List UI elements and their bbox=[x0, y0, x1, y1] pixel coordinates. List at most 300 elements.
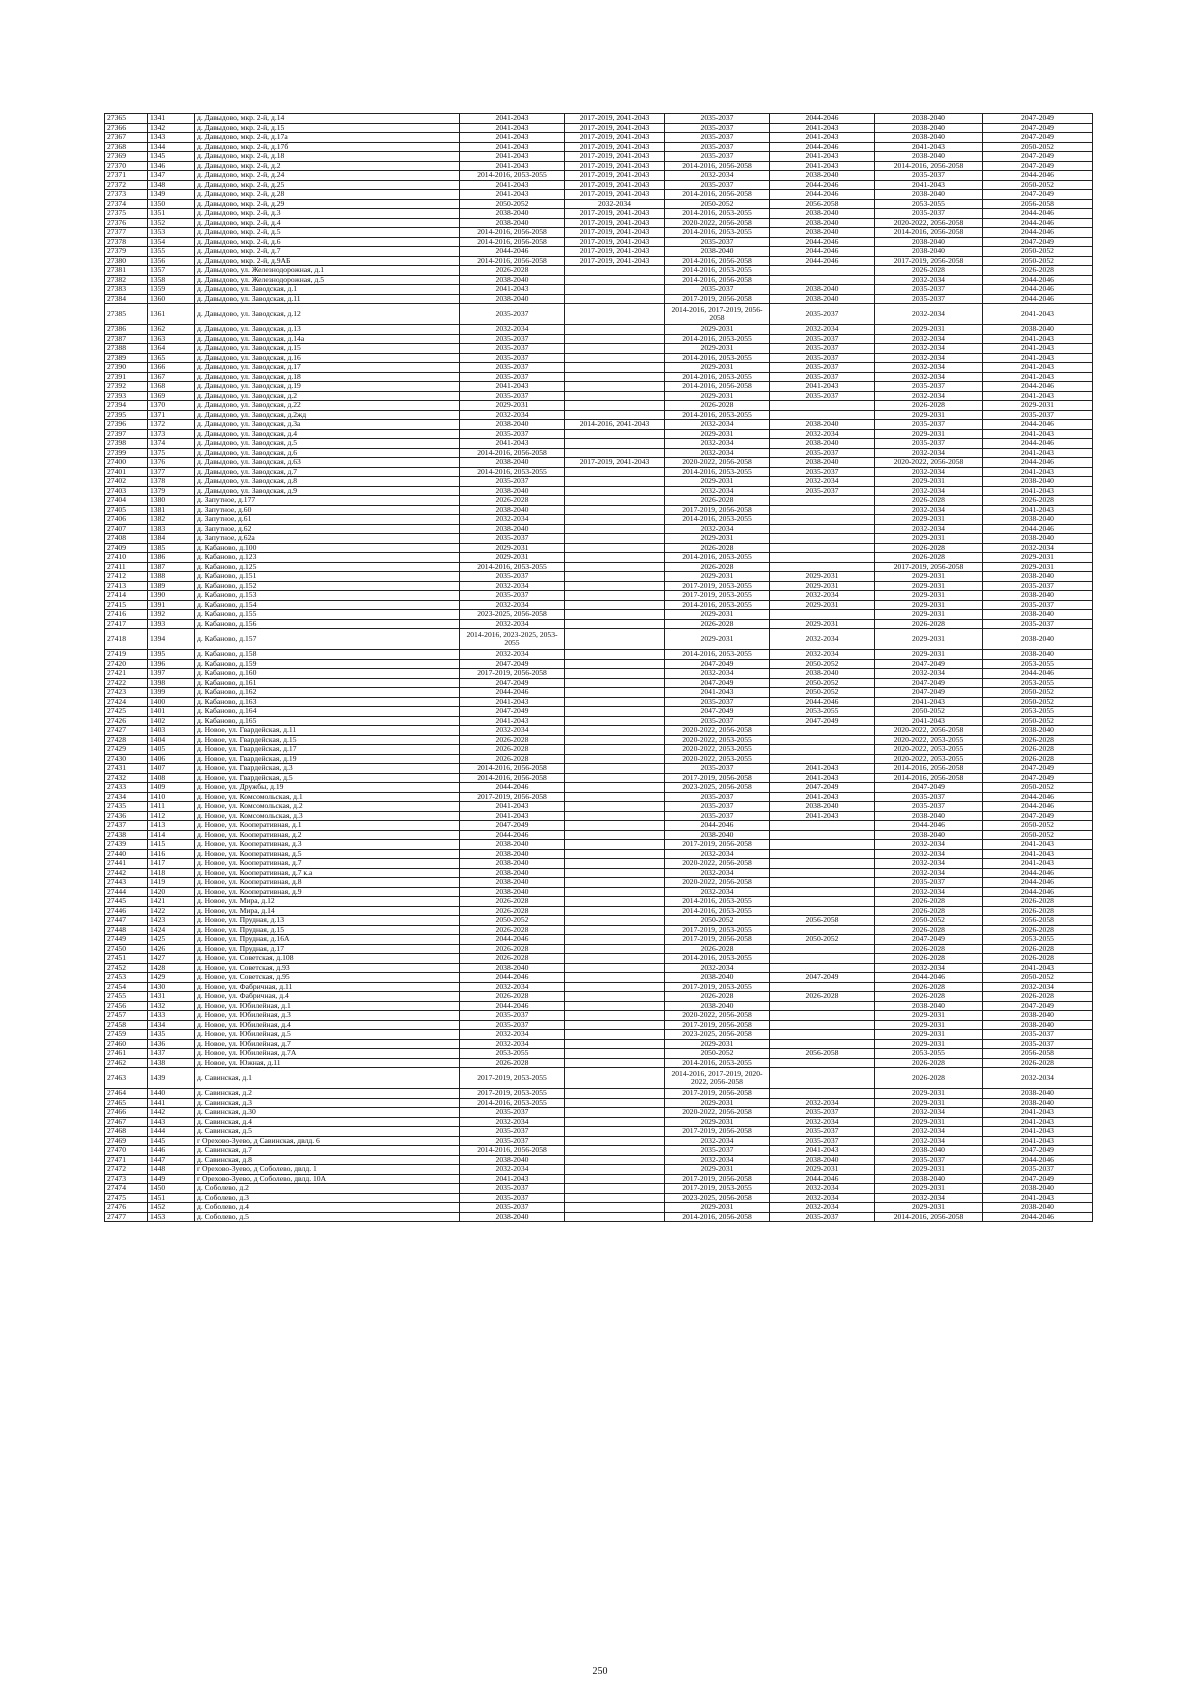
period-c-cell: 2038-2040 bbox=[665, 973, 770, 983]
record-id-cell: 27400 bbox=[105, 458, 148, 468]
address-cell: д. Давыдово, мкр. 2-й, д.17б bbox=[195, 142, 460, 152]
table-row bbox=[105, 334, 1093, 344]
record-id-cell: 27447 bbox=[105, 916, 148, 926]
period-c-cell: 2014-2016, 2053-2055 bbox=[665, 467, 770, 477]
record-id-cell: 27430 bbox=[105, 754, 148, 764]
period-f-cell: 2041-2043 bbox=[983, 840, 1093, 850]
period-d-cell: 2032-2034 bbox=[770, 1184, 875, 1194]
address-cell: д. Новое, ул. Гвардейская, д.5 bbox=[195, 773, 460, 783]
period-d-cell bbox=[770, 534, 875, 544]
address-cell: д. Кабаново, д.152 bbox=[195, 581, 460, 591]
record-id-cell: 27432 bbox=[105, 773, 148, 783]
period-a-cell: 2014-2016, 2053-2055 bbox=[460, 467, 565, 477]
period-d-cell: 2035-2037 bbox=[770, 353, 875, 363]
period-b-cell bbox=[565, 963, 665, 973]
address-cell: д. Запутное, д.60 bbox=[195, 505, 460, 515]
period-c-cell: 2035-2037 bbox=[665, 142, 770, 152]
item-number-cell: 1386 bbox=[148, 553, 195, 563]
period-f-cell: 2041-2043 bbox=[983, 849, 1093, 859]
period-d-cell: 2035-2037 bbox=[770, 1212, 875, 1222]
period-e-cell: 2050-2052 bbox=[875, 707, 983, 717]
period-e-cell: 2032-2034 bbox=[875, 304, 983, 325]
period-f-cell: 2047-2049 bbox=[983, 1146, 1093, 1156]
period-a-cell: 2044-2046 bbox=[460, 688, 565, 698]
address-cell: д. Новое, ул. Кооперативная, д.7 к.а bbox=[195, 868, 460, 878]
period-e-cell: 2038-2040 bbox=[875, 123, 983, 133]
period-d-cell: 2047-2049 bbox=[770, 973, 875, 983]
period-b-cell bbox=[565, 830, 665, 840]
address-cell: д. Новое, ул. Гвардейская, д.19 bbox=[195, 754, 460, 764]
record-id-cell: 27366 bbox=[105, 123, 148, 133]
address-cell: д. Давыдово, мкр. 2-й, д.14 bbox=[195, 114, 460, 124]
item-number-cell: 1377 bbox=[148, 467, 195, 477]
period-a-cell: 2014-2016, 2056-2058 bbox=[460, 448, 565, 458]
period-e-cell: 2026-2028 bbox=[875, 906, 983, 916]
period-d-cell: 2050-2052 bbox=[770, 688, 875, 698]
table-row bbox=[105, 1089, 1093, 1099]
period-b-cell bbox=[565, 1001, 665, 1011]
record-id-cell: 27376 bbox=[105, 218, 148, 228]
item-number-cell: 1389 bbox=[148, 581, 195, 591]
table-row bbox=[105, 925, 1093, 935]
period-b-cell bbox=[565, 688, 665, 698]
record-id-cell: 27393 bbox=[105, 391, 148, 401]
address-cell: д. Давыдово, мкр. 2-й, д.3 bbox=[195, 209, 460, 219]
period-f-cell: 2044-2046 bbox=[983, 868, 1093, 878]
record-id-cell: 27417 bbox=[105, 619, 148, 629]
period-a-cell: 2038-2040 bbox=[460, 209, 565, 219]
record-id-cell: 27437 bbox=[105, 821, 148, 831]
record-id-cell: 27384 bbox=[105, 294, 148, 304]
period-d-cell: 2038-2040 bbox=[770, 802, 875, 812]
item-number-cell: 1376 bbox=[148, 458, 195, 468]
period-a-cell: 2041-2043 bbox=[460, 152, 565, 162]
item-number-cell: 1345 bbox=[148, 152, 195, 162]
period-a-cell: 2032-2034 bbox=[460, 410, 565, 420]
period-b-cell bbox=[565, 1049, 665, 1059]
record-id-cell: 27476 bbox=[105, 1203, 148, 1213]
address-cell: д. Давыдово, ул. Заводская, д.7 bbox=[195, 467, 460, 477]
period-b-cell bbox=[565, 1020, 665, 1030]
item-number-cell: 1385 bbox=[148, 543, 195, 553]
item-number-cell: 1434 bbox=[148, 1020, 195, 1030]
period-f-cell: 2041-2043 bbox=[983, 1193, 1093, 1203]
period-e-cell: 2041-2043 bbox=[875, 716, 983, 726]
period-c-cell: 2017-2019, 2056-2058 bbox=[665, 840, 770, 850]
period-c-cell: 2029-2031 bbox=[665, 1117, 770, 1127]
period-a-cell: 2038-2040 bbox=[460, 1212, 565, 1222]
period-b-cell bbox=[565, 1136, 665, 1146]
period-e-cell: 2029-2031 bbox=[875, 1117, 983, 1127]
item-number-cell: 1406 bbox=[148, 754, 195, 764]
period-d-cell: 2038-2040 bbox=[770, 1155, 875, 1165]
period-c-cell: 2029-2031 bbox=[665, 572, 770, 582]
period-b-cell: 2017-2019, 2041-2043 bbox=[565, 142, 665, 152]
period-e-cell: 2032-2034 bbox=[875, 334, 983, 344]
period-b-cell bbox=[565, 629, 665, 650]
period-c-cell: 2041-2043 bbox=[665, 688, 770, 698]
period-e-cell: 2020-2022, 2053-2055 bbox=[875, 735, 983, 745]
period-b-cell bbox=[565, 572, 665, 582]
period-a-cell: 2032-2034 bbox=[460, 982, 565, 992]
period-e-cell: 2017-2019, 2056-2058 bbox=[875, 256, 983, 266]
table-row bbox=[105, 1011, 1093, 1021]
period-b-cell bbox=[565, 707, 665, 717]
period-a-cell: 2044-2046 bbox=[460, 830, 565, 840]
address-cell: д. Савинская, д.2 bbox=[195, 1089, 460, 1099]
period-c-cell: 2035-2037 bbox=[665, 792, 770, 802]
period-b-cell bbox=[565, 467, 665, 477]
table-row bbox=[105, 697, 1093, 707]
period-e-cell: 2038-2040 bbox=[875, 237, 983, 247]
period-f-cell: 2026-2028 bbox=[983, 944, 1093, 954]
item-number-cell: 1366 bbox=[148, 363, 195, 373]
period-f-cell: 2038-2040 bbox=[983, 1089, 1093, 1099]
address-cell: д. Запутное, д.61 bbox=[195, 515, 460, 525]
period-a-cell: 2035-2037 bbox=[460, 1020, 565, 1030]
period-f-cell: 2044-2046 bbox=[983, 218, 1093, 228]
period-d-cell: 2035-2037 bbox=[770, 448, 875, 458]
period-e-cell: 2026-2028 bbox=[875, 543, 983, 553]
period-a-cell: 2038-2040 bbox=[460, 1155, 565, 1165]
item-number-cell: 1381 bbox=[148, 505, 195, 515]
record-id-cell: 27454 bbox=[105, 982, 148, 992]
period-c-cell: 2017-2019, 2056-2058 bbox=[665, 505, 770, 515]
item-number-cell: 1359 bbox=[148, 285, 195, 295]
record-id-cell: 27460 bbox=[105, 1039, 148, 1049]
table-row bbox=[105, 534, 1093, 544]
address-cell: д. Давыдово, мкр. 2-й, д.9АБ bbox=[195, 256, 460, 266]
period-d-cell: 2032-2034 bbox=[770, 629, 875, 650]
record-id-cell: 27401 bbox=[105, 467, 148, 477]
period-b-cell bbox=[565, 344, 665, 354]
table-row bbox=[105, 458, 1093, 468]
item-number-cell: 1362 bbox=[148, 325, 195, 335]
table-row bbox=[105, 982, 1093, 992]
period-b-cell bbox=[565, 935, 665, 945]
record-id-cell: 27397 bbox=[105, 429, 148, 439]
record-id-cell: 27367 bbox=[105, 133, 148, 143]
period-a-cell: 2035-2037 bbox=[460, 1184, 565, 1194]
period-c-cell: 2032-2034 bbox=[665, 524, 770, 534]
record-id-cell: 27471 bbox=[105, 1155, 148, 1165]
period-c-cell: 2017-2019, 2056-2058 bbox=[665, 1020, 770, 1030]
period-c-cell: 2032-2034 bbox=[665, 439, 770, 449]
address-cell: д. Савинская, д.8 bbox=[195, 1155, 460, 1165]
record-id-cell: 27374 bbox=[105, 199, 148, 209]
period-e-cell: 2032-2034 bbox=[875, 353, 983, 363]
item-number-cell: 1441 bbox=[148, 1098, 195, 1108]
item-number-cell: 1347 bbox=[148, 171, 195, 181]
period-f-cell: 2035-2037 bbox=[983, 410, 1093, 420]
period-c-cell: 2035-2037 bbox=[665, 114, 770, 124]
period-c-cell: 2014-2016, 2053-2055 bbox=[665, 410, 770, 420]
period-b-cell bbox=[565, 992, 665, 1002]
period-e-cell: 2032-2034 bbox=[875, 391, 983, 401]
item-number-cell: 1404 bbox=[148, 735, 195, 745]
period-b-cell bbox=[565, 448, 665, 458]
record-id-cell: 27416 bbox=[105, 610, 148, 620]
period-c-cell: 2014-2016, 2053-2055 bbox=[665, 600, 770, 610]
period-c-cell: 2035-2037 bbox=[665, 133, 770, 143]
period-b-cell: 2017-2019, 2041-2043 bbox=[565, 190, 665, 200]
address-cell: д. Новое, ул. Кооперативная, д.5 bbox=[195, 849, 460, 859]
item-number-cell: 1445 bbox=[148, 1136, 195, 1146]
address-cell: д. Новое, ул. Юбилейная, д.1 bbox=[195, 1001, 460, 1011]
period-f-cell: 2026-2028 bbox=[983, 735, 1093, 745]
period-c-cell: 2023-2025, 2056-2058 bbox=[665, 1030, 770, 1040]
record-id-cell: 27369 bbox=[105, 152, 148, 162]
period-e-cell: 2014-2016, 2056-2058 bbox=[875, 1212, 983, 1222]
table-body bbox=[105, 114, 1093, 1222]
period-c-cell: 2047-2049 bbox=[665, 659, 770, 669]
period-d-cell: 2035-2037 bbox=[770, 1136, 875, 1146]
address-cell: д. Давыдово, ул. Заводская, д.3а bbox=[195, 420, 460, 430]
period-e-cell: 2029-2031 bbox=[875, 1039, 983, 1049]
record-id-cell: 27375 bbox=[105, 209, 148, 219]
item-number-cell: 1450 bbox=[148, 1184, 195, 1194]
address-cell: д. Давыдово, ул. Железнодорожная, д.1 bbox=[195, 266, 460, 276]
period-d-cell: 2041-2043 bbox=[770, 382, 875, 392]
record-id-cell: 27429 bbox=[105, 745, 148, 755]
period-e-cell: 2038-2040 bbox=[875, 133, 983, 143]
period-d-cell: 2038-2040 bbox=[770, 228, 875, 238]
period-a-cell: 2047-2049 bbox=[460, 678, 565, 688]
address-cell: д. Соболево, д.4 bbox=[195, 1203, 460, 1213]
table-row bbox=[105, 906, 1093, 916]
item-number-cell: 1397 bbox=[148, 669, 195, 679]
period-e-cell: 2032-2034 bbox=[875, 524, 983, 534]
period-b-cell bbox=[565, 275, 665, 285]
period-b-cell bbox=[565, 294, 665, 304]
period-a-cell: 2035-2037 bbox=[460, 534, 565, 544]
address-cell: д. Новое, ул. Кооперативная, д.1 bbox=[195, 821, 460, 831]
period-a-cell: 2032-2034 bbox=[460, 650, 565, 660]
period-d-cell: 2032-2034 bbox=[770, 1098, 875, 1108]
record-id-cell: 27421 bbox=[105, 669, 148, 679]
period-e-cell: 2032-2034 bbox=[875, 467, 983, 477]
period-a-cell: 2017-2019, 2056-2058 bbox=[460, 792, 565, 802]
period-e-cell: 2032-2034 bbox=[875, 868, 983, 878]
address-cell: д. Новое, ул. Мира, д.12 bbox=[195, 897, 460, 907]
item-number-cell: 1393 bbox=[148, 619, 195, 629]
address-cell: д. Савинская, д.7 bbox=[195, 1146, 460, 1156]
period-d-cell: 2035-2037 bbox=[770, 363, 875, 373]
item-number-cell: 1390 bbox=[148, 591, 195, 601]
period-e-cell: 2020-2022, 2056-2058 bbox=[875, 726, 983, 736]
table-row bbox=[105, 505, 1093, 515]
record-id-cell: 27383 bbox=[105, 285, 148, 295]
period-d-cell: 2038-2040 bbox=[770, 285, 875, 295]
period-a-cell: 2038-2040 bbox=[460, 505, 565, 515]
period-f-cell: 2047-2049 bbox=[983, 764, 1093, 774]
period-f-cell: 2035-2037 bbox=[983, 1030, 1093, 1040]
period-e-cell: 2032-2034 bbox=[875, 963, 983, 973]
period-c-cell: 2029-2031 bbox=[665, 391, 770, 401]
period-e-cell: 2029-2031 bbox=[875, 515, 983, 525]
period-d-cell: 2050-2052 bbox=[770, 935, 875, 945]
period-f-cell: 2035-2037 bbox=[983, 600, 1093, 610]
record-id-cell: 27404 bbox=[105, 496, 148, 506]
period-e-cell: 2029-2031 bbox=[875, 1011, 983, 1021]
period-a-cell: 2026-2028 bbox=[460, 745, 565, 755]
period-c-cell: 2029-2031 bbox=[665, 477, 770, 487]
period-d-cell bbox=[770, 982, 875, 992]
period-b-cell bbox=[565, 1165, 665, 1175]
record-id-cell: 27443 bbox=[105, 878, 148, 888]
item-number-cell: 1354 bbox=[148, 237, 195, 247]
item-number-cell: 1416 bbox=[148, 849, 195, 859]
item-number-cell: 1418 bbox=[148, 868, 195, 878]
period-e-cell: 2038-2040 bbox=[875, 811, 983, 821]
record-id-cell: 27475 bbox=[105, 1193, 148, 1203]
period-c-cell: 2029-2031 bbox=[665, 534, 770, 544]
period-c-cell: 2035-2037 bbox=[665, 697, 770, 707]
record-id-cell: 27477 bbox=[105, 1212, 148, 1222]
item-number-cell: 1391 bbox=[148, 600, 195, 610]
period-f-cell: 2041-2043 bbox=[983, 486, 1093, 496]
period-a-cell: 2035-2037 bbox=[460, 1136, 565, 1146]
address-cell: д. Давыдово, ул. Заводская, д.11 bbox=[195, 294, 460, 304]
period-e-cell: 2029-2031 bbox=[875, 534, 983, 544]
table-row bbox=[105, 1020, 1093, 1030]
period-b-cell bbox=[565, 496, 665, 506]
period-c-cell: 2014-2016, 2053-2055 bbox=[665, 650, 770, 660]
address-cell: д. Запутное, д.62 bbox=[195, 524, 460, 534]
period-d-cell: 2056-2058 bbox=[770, 916, 875, 926]
period-c-cell: 2020-2022, 2056-2058 bbox=[665, 458, 770, 468]
record-id-cell: 27470 bbox=[105, 1146, 148, 1156]
period-c-cell: 2032-2034 bbox=[665, 669, 770, 679]
period-a-cell: 2032-2034 bbox=[460, 600, 565, 610]
table-row bbox=[105, 754, 1093, 764]
period-e-cell: 2032-2034 bbox=[875, 840, 983, 850]
item-number-cell: 1435 bbox=[148, 1030, 195, 1040]
period-d-cell bbox=[770, 1058, 875, 1068]
record-id-cell: 27412 bbox=[105, 572, 148, 582]
period-f-cell: 2053-2055 bbox=[983, 659, 1093, 669]
period-b-cell bbox=[565, 534, 665, 544]
period-c-cell: 2014-2016, 2017-2019, 2020-2022, 2056-2058 bbox=[665, 1068, 770, 1089]
record-id-cell: 27431 bbox=[105, 764, 148, 774]
period-d-cell bbox=[770, 887, 875, 897]
table-row bbox=[105, 1136, 1093, 1146]
period-b-cell bbox=[565, 1108, 665, 1118]
period-b-cell bbox=[565, 973, 665, 983]
period-b-cell bbox=[565, 410, 665, 420]
table-row bbox=[105, 209, 1093, 219]
period-e-cell: 2047-2049 bbox=[875, 688, 983, 698]
period-a-cell: 2038-2040 bbox=[460, 887, 565, 897]
table-row bbox=[105, 448, 1093, 458]
period-d-cell: 2032-2034 bbox=[770, 591, 875, 601]
address-cell: д. Новое, ул. Советская, д.108 bbox=[195, 954, 460, 964]
period-b-cell bbox=[565, 726, 665, 736]
record-id-cell: 27410 bbox=[105, 553, 148, 563]
period-a-cell: 2050-2052 bbox=[460, 199, 565, 209]
period-a-cell: 2026-2028 bbox=[460, 954, 565, 964]
period-f-cell: 2050-2052 bbox=[983, 180, 1093, 190]
table-row bbox=[105, 610, 1093, 620]
period-b-cell bbox=[565, 849, 665, 859]
record-id-cell: 27385 bbox=[105, 304, 148, 325]
item-number-cell: 1419 bbox=[148, 878, 195, 888]
item-number-cell: 1371 bbox=[148, 410, 195, 420]
period-d-cell: 2056-2058 bbox=[770, 199, 875, 209]
period-c-cell: 2029-2031 bbox=[665, 363, 770, 373]
period-c-cell: 2032-2034 bbox=[665, 849, 770, 859]
address-cell: д. Давыдово, мкр. 2-й, д.5 bbox=[195, 228, 460, 238]
record-id-cell: 27424 bbox=[105, 697, 148, 707]
period-e-cell: 2032-2034 bbox=[875, 275, 983, 285]
period-e-cell: 2032-2034 bbox=[875, 448, 983, 458]
address-cell: д. Новое, ул. Дружбы, д.19 bbox=[195, 783, 460, 793]
period-b-cell: 2017-2019, 2041-2043 bbox=[565, 171, 665, 181]
period-b-cell bbox=[565, 716, 665, 726]
item-number-cell: 1396 bbox=[148, 659, 195, 669]
record-id-cell: 27449 bbox=[105, 935, 148, 945]
period-d-cell bbox=[770, 1068, 875, 1089]
period-b-cell: 2017-2019, 2041-2043 bbox=[565, 114, 665, 124]
table-row bbox=[105, 363, 1093, 373]
period-f-cell: 2050-2052 bbox=[983, 688, 1093, 698]
period-d-cell: 2032-2034 bbox=[770, 650, 875, 660]
period-a-cell: 2041-2043 bbox=[460, 190, 565, 200]
period-e-cell: 2038-2040 bbox=[875, 1174, 983, 1184]
period-d-cell bbox=[770, 543, 875, 553]
period-a-cell: 2041-2043 bbox=[460, 439, 565, 449]
period-f-cell: 2053-2055 bbox=[983, 935, 1093, 945]
period-d-cell: 2044-2046 bbox=[770, 256, 875, 266]
period-c-cell: 2032-2034 bbox=[665, 868, 770, 878]
period-b-cell: 2017-2019, 2041-2043 bbox=[565, 228, 665, 238]
period-f-cell: 2038-2040 bbox=[983, 650, 1093, 660]
record-id-cell: 27372 bbox=[105, 180, 148, 190]
address-cell: г Орехово-Зуево, д Савинская, двлд. 6 bbox=[195, 1136, 460, 1146]
address-cell: д. Новое, ул. Юбилейная, д.7А bbox=[195, 1049, 460, 1059]
table-row bbox=[105, 830, 1093, 840]
period-d-cell: 2029-2031 bbox=[770, 1165, 875, 1175]
record-id-cell: 27390 bbox=[105, 363, 148, 373]
period-a-cell: 2014-2016, 2056-2058 bbox=[460, 228, 565, 238]
period-b-cell: 2017-2019, 2041-2043 bbox=[565, 218, 665, 228]
period-a-cell: 2041-2043 bbox=[460, 123, 565, 133]
period-d-cell: 2038-2040 bbox=[770, 458, 875, 468]
period-a-cell: 2044-2046 bbox=[460, 1001, 565, 1011]
period-d-cell: 2032-2034 bbox=[770, 429, 875, 439]
table-row bbox=[105, 973, 1093, 983]
period-c-cell: 2047-2049 bbox=[665, 707, 770, 717]
period-d-cell: 2041-2043 bbox=[770, 133, 875, 143]
period-e-cell: 2047-2049 bbox=[875, 783, 983, 793]
period-a-cell: 2035-2037 bbox=[460, 1127, 565, 1137]
period-c-cell: 2035-2037 bbox=[665, 152, 770, 162]
item-number-cell: 1361 bbox=[148, 304, 195, 325]
period-f-cell: 2038-2040 bbox=[983, 1203, 1093, 1213]
period-f-cell: 2047-2049 bbox=[983, 1001, 1093, 1011]
period-a-cell: 2035-2037 bbox=[460, 572, 565, 582]
period-d-cell: 2041-2043 bbox=[770, 152, 875, 162]
period-c-cell: 2017-2019, 2053-2055 bbox=[665, 1184, 770, 1194]
period-a-cell: 2038-2040 bbox=[460, 840, 565, 850]
period-c-cell: 2050-2052 bbox=[665, 1049, 770, 1059]
period-d-cell: 2053-2055 bbox=[770, 707, 875, 717]
record-id-cell: 27419 bbox=[105, 650, 148, 660]
period-c-cell: 2020-2022, 2056-2058 bbox=[665, 726, 770, 736]
table-row bbox=[105, 619, 1093, 629]
period-f-cell: 2038-2040 bbox=[983, 515, 1093, 525]
period-f-cell: 2053-2055 bbox=[983, 707, 1093, 717]
